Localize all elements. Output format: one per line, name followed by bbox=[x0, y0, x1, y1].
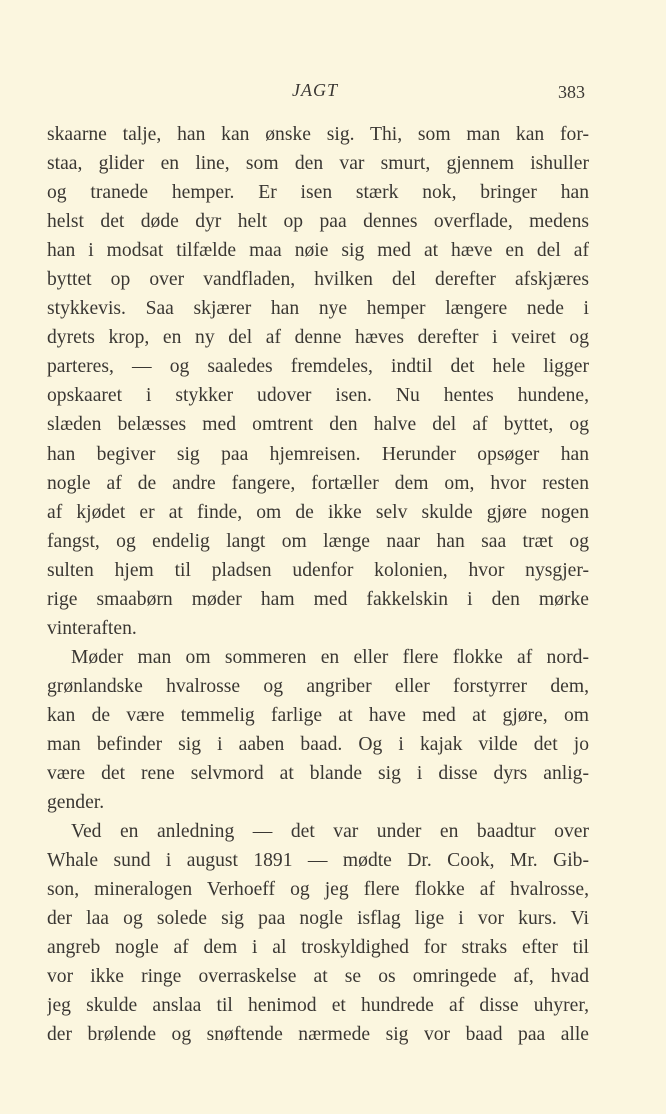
text-line: vinteraften. bbox=[47, 617, 137, 639]
body-text bbox=[47, 120, 589, 1050]
text-line: han i modsat tilfælde maa nøie sig med at hæve en del af bbox=[47, 240, 589, 262]
text-line: jeg skulde anslaa til henimod et hundrede af disse uhyrer, bbox=[47, 995, 589, 1017]
text-line: der brølende og snøftende nærmede sig vor baad paa alle bbox=[47, 1024, 589, 1046]
text-line: staa, glider en line, som den var smurt, gjennem ishuller bbox=[47, 153, 589, 175]
text-line: af kjødet er at finde, om de ikke selv skulde gjøre nogen bbox=[47, 501, 589, 523]
text-line: parteres, — og saaledes fremdeles, indtil det hele ligger bbox=[47, 356, 589, 378]
text-line: Whale sund i august 1891 — mødte Dr. Cook, Mr. Gib- bbox=[47, 850, 589, 872]
text-line: han begiver sig paa hjemreisen. Herunder opsøger han bbox=[47, 443, 589, 465]
paragraph-start-line: Ved en anledning — det var under en baadtur over bbox=[71, 821, 589, 843]
text-line: stykkevis. Saa skjærer han nye hemper længere nede i bbox=[47, 298, 589, 320]
text-line: skaarne talje, han kan ønske sig. Thi, som man kan for- bbox=[47, 124, 589, 145]
text-line: og tranede hemper. Er isen stærk nok, bringer han bbox=[47, 182, 589, 204]
text-line: rige smaabørn møder ham med fakkelskin i den mørke bbox=[47, 588, 589, 610]
running-title: JAGT bbox=[292, 80, 338, 100]
text-line: sulten hjem til pladsen udenfor kolonien, hvor nysgjer- bbox=[47, 559, 589, 581]
text-line: dyrets krop, en ny del af denne hæves derefter i veiret og bbox=[47, 327, 589, 349]
text-line: byttet op over vandfladen, hvilken del derefter afskjæres bbox=[47, 269, 589, 291]
text-line: vor ikke ringe overraskelse at se os omringede af, hvad bbox=[47, 966, 589, 988]
page-header bbox=[0, 80, 666, 110]
text-line: opskaaret i stykker udover isen. Nu hentes hundene, bbox=[47, 385, 589, 407]
paragraph-start-line: Møder man om sommeren en eller flere flokke af nord- bbox=[71, 646, 589, 668]
text-line: grønlandske hvalrosse og angriber eller forstyrrer dem, bbox=[47, 675, 589, 697]
text-line: helst det døde dyr helt op paa dennes overflade, medens bbox=[47, 211, 589, 233]
text-line: der laa og solede sig paa nogle isflag lige i vor kurs. Vi bbox=[47, 908, 589, 930]
text-line: være det rene selvmord at blande sig i disse dyrs anlig- bbox=[47, 763, 589, 785]
text-line: nogle af de andre fangere, fortæller dem om, hvor resten bbox=[47, 472, 589, 494]
text-line: son, mineralogen Verhoeff og jeg flere flokke af hvalrosse, bbox=[47, 879, 589, 901]
text-line: man befinder sig i aaben baad. Og i kajak vilde det jo bbox=[47, 733, 589, 755]
page-number: 383 bbox=[558, 82, 585, 102]
text-line: kan de være temmelig farlige at have med at gjøre, om bbox=[47, 704, 589, 726]
text-line: angreb nogle af dem i al troskyldighed for straks efter til bbox=[47, 937, 589, 959]
text-line: fangst, og endelig langt om længe naar han saa træt og bbox=[47, 530, 589, 552]
text-line: gender. bbox=[47, 792, 105, 814]
text-line: slæden belæsses med omtrent den halve del af byttet, og bbox=[47, 414, 589, 436]
